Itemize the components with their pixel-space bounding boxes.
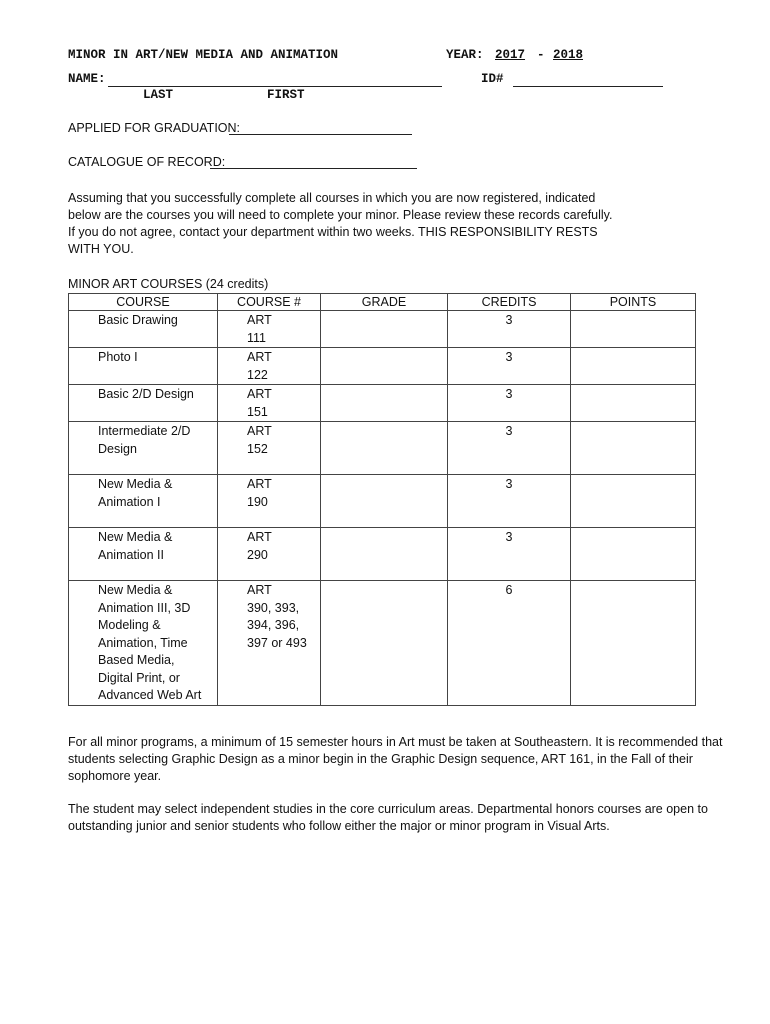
- course-number: [218, 528, 321, 581]
- header-course: COURSE: [69, 294, 218, 311]
- last-name-caption: LAST: [143, 88, 174, 102]
- course-name: [69, 385, 218, 422]
- points-cell[interactable]: [571, 311, 696, 348]
- credits-cell: 3: [448, 385, 571, 422]
- table-caption: MINOR ART COURSES (24 credits): [68, 277, 269, 291]
- grade-cell[interactable]: [321, 311, 448, 348]
- course-number-text: ART 190: [247, 477, 272, 509]
- course-number: [218, 422, 321, 475]
- course-number-text: ART 122: [247, 350, 272, 382]
- credits-cell: 3: [448, 422, 571, 475]
- course-name-text: New Media & Animation III, 3D Modeling & Animation, Time Based Media, Digital Print, or Advanced Web Art: [98, 583, 202, 702]
- intro-paragraph: Assuming that you successfully complete all courses in which you are now registered, indicated below are the courses you will need to complete your minor. Please review these records carefully. If you do not agree, contact your department within two weeks. THIS RESPONSIBILITY RESTS WITH YOU.: [68, 191, 613, 256]
- independent-studies-note: The student may select independent studies in the core curriculum areas. Departmental honors courses are open to outstanding junior and senior students who follow either the major or minor program in Visual Arts.: [68, 802, 708, 833]
- course-name: [69, 475, 218, 528]
- credits-cell: 3: [448, 528, 571, 581]
- form-title: MINOR IN ART/NEW MEDIA AND ANIMATION: [68, 48, 339, 62]
- points-cell[interactable]: [571, 422, 696, 475]
- course-number-text: ART 390, 393, 394, 396, 397 or 493: [247, 583, 307, 650]
- table-header-row: [69, 294, 696, 311]
- name-field[interactable]: [108, 86, 442, 87]
- course-name: [69, 581, 218, 706]
- year-start: 2017: [495, 48, 526, 62]
- course-name: [69, 348, 218, 385]
- points-cell[interactable]: [571, 348, 696, 385]
- table-row: [69, 348, 696, 385]
- course-name: [69, 422, 218, 475]
- credits-cell: 3: [448, 348, 571, 385]
- grade-cell[interactable]: [321, 528, 448, 581]
- graduation-label: APPLIED FOR GRADUATION:: [68, 121, 241, 135]
- course-number-text: ART 152: [247, 424, 272, 456]
- course-name-text: New Media & Animation II: [98, 530, 173, 562]
- grade-cell[interactable]: [321, 422, 448, 475]
- course-number: [218, 581, 321, 706]
- year-end: 2018: [553, 48, 584, 62]
- credits-cell: 3: [448, 311, 571, 348]
- course-name-text: New Media & Animation I: [98, 477, 173, 509]
- course-number-text: ART 111: [247, 313, 272, 345]
- course-number: [218, 348, 321, 385]
- course-number: [218, 475, 321, 528]
- table-row: [69, 311, 696, 348]
- catalogue-label: CATALOGUE OF RECORD:: [68, 155, 226, 169]
- points-cell[interactable]: [571, 385, 696, 422]
- table-row: [69, 475, 696, 528]
- table-row: [69, 581, 696, 706]
- id-field[interactable]: [513, 86, 663, 87]
- course-name-text: Basic 2/D Design: [98, 387, 194, 401]
- course-name: [69, 528, 218, 581]
- course-name: [69, 311, 218, 348]
- course-number-text: ART 290: [247, 530, 272, 562]
- header-credits: CREDITS: [448, 294, 571, 311]
- course-number: [218, 311, 321, 348]
- course-name-text: Intermediate 2/D Design: [98, 424, 191, 456]
- residency-note: For all minor programs, a minimum of 15 semester hours in Art must be taken at Southeastern. It is recommended that students selecting Graphic Design as a minor begin in the Graphic Design sequence, ART 161, in the Fall of their sophomore year.: [68, 735, 723, 783]
- graduation-field[interactable]: [229, 134, 412, 135]
- year-label: YEAR:: [446, 48, 484, 62]
- year-separator: -: [537, 48, 545, 62]
- table-row: [69, 385, 696, 422]
- grade-cell[interactable]: [321, 475, 448, 528]
- catalogue-field[interactable]: [210, 168, 417, 169]
- credits-cell: 3: [448, 475, 571, 528]
- grade-cell[interactable]: [321, 581, 448, 706]
- header-points: POINTS: [571, 294, 696, 311]
- first-name-caption: FIRST: [267, 88, 305, 102]
- points-cell[interactable]: [571, 528, 696, 581]
- course-name-text: Basic Drawing: [98, 313, 178, 327]
- header-course-number: COURSE #: [218, 294, 321, 311]
- credits-cell: 6: [448, 581, 571, 706]
- grade-cell[interactable]: [321, 385, 448, 422]
- points-cell[interactable]: [571, 475, 696, 528]
- header-grade: GRADE: [321, 294, 448, 311]
- course-number: [218, 385, 321, 422]
- name-label: NAME:: [68, 72, 106, 86]
- table-row: [69, 528, 696, 581]
- course-name-text: Photo I: [98, 350, 138, 364]
- course-number-text: ART 151: [247, 387, 272, 419]
- grade-cell[interactable]: [321, 348, 448, 385]
- id-label: ID#: [481, 72, 504, 86]
- table-row: [69, 422, 696, 475]
- course-table: [68, 293, 696, 706]
- points-cell[interactable]: [571, 581, 696, 706]
